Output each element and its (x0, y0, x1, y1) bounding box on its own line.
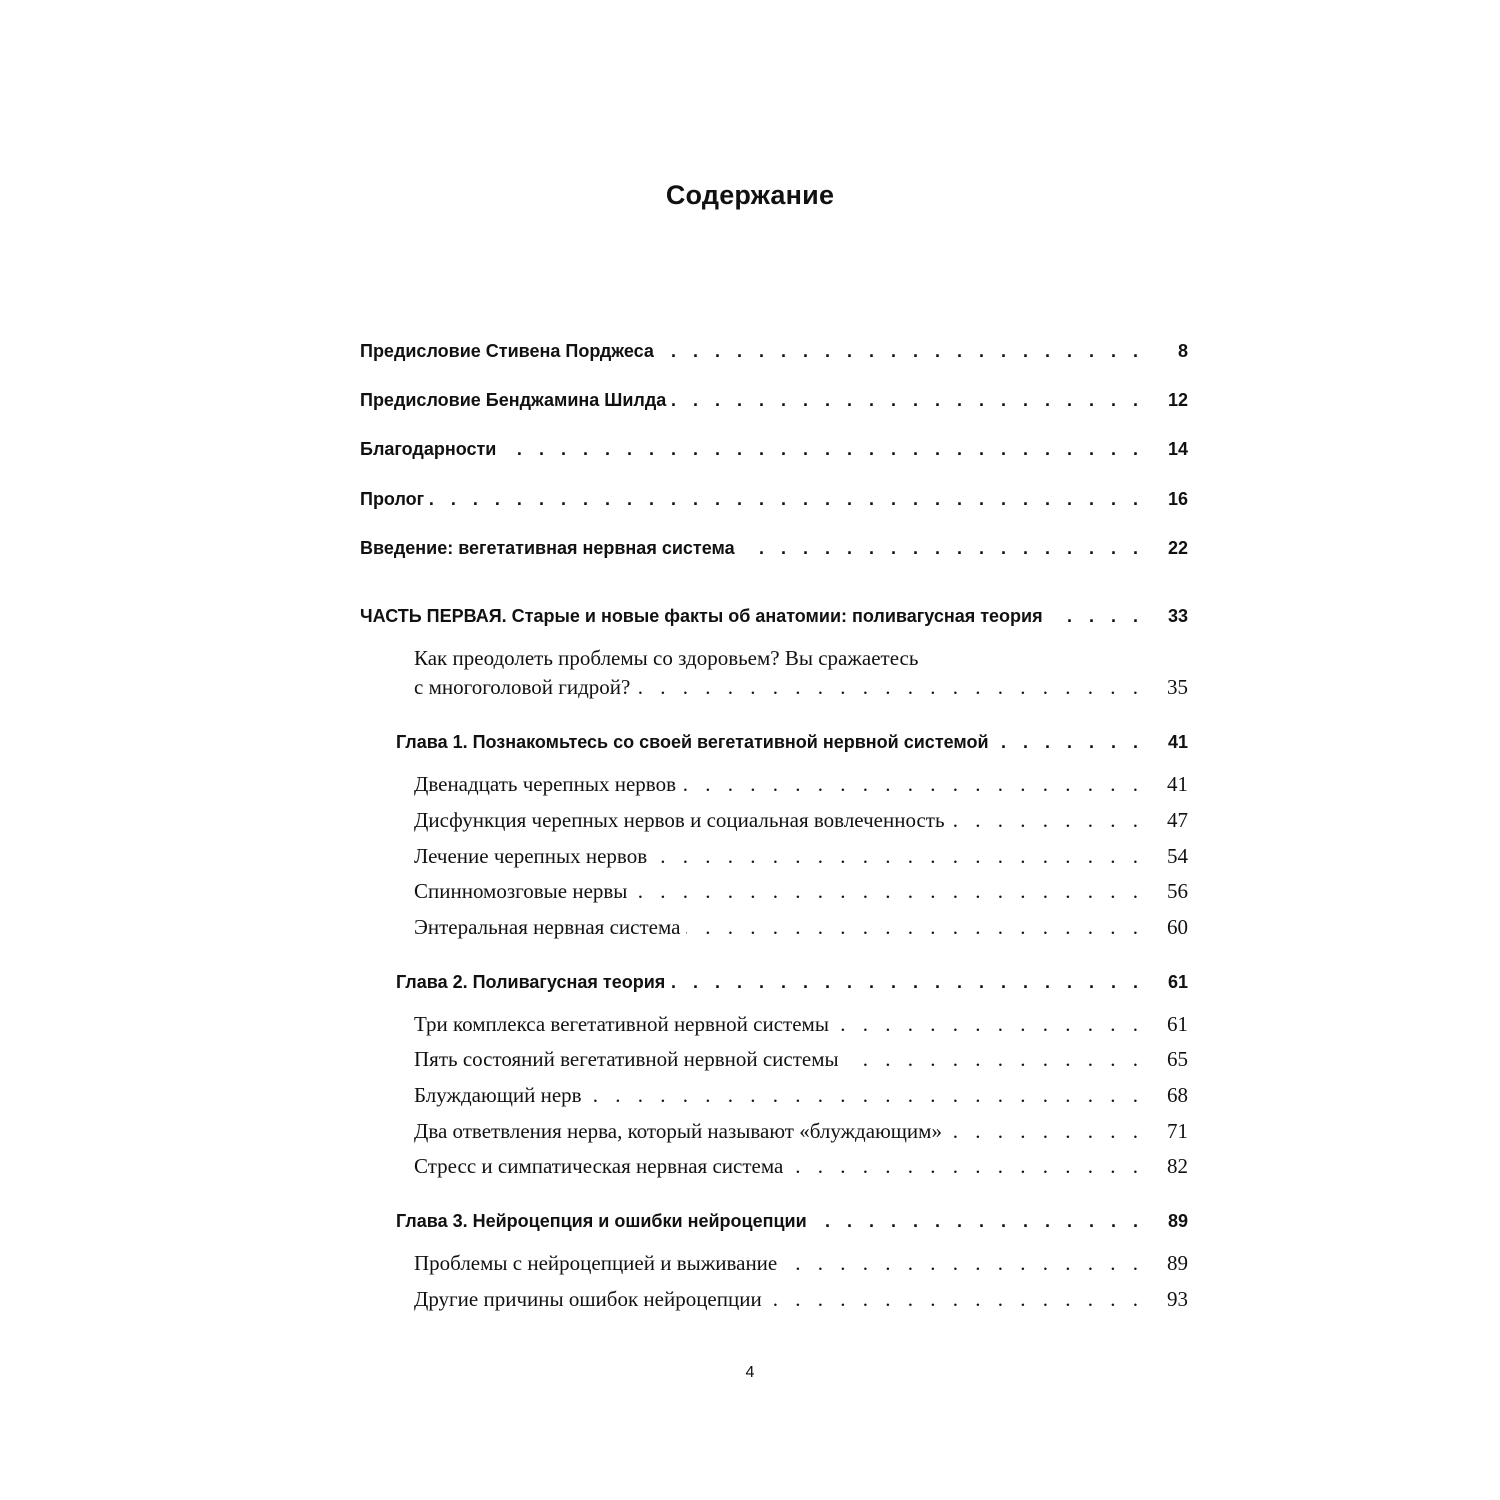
leader-dots (686, 915, 1144, 940)
toc-entry-label: Глава 2. Поливагусная теория (396, 972, 666, 992)
leader-dots (633, 879, 1144, 904)
toc-page-number: 12 (1167, 390, 1188, 410)
leader-dots (430, 489, 1144, 510)
toc-page-number: 93 (1167, 1287, 1188, 1311)
toc-entry-label: Три комплекса вегетативной нервной системы (414, 1012, 829, 1036)
toc-entry-section[interactable] (414, 1119, 1188, 1144)
toc-entry-prologue[interactable] (360, 489, 1188, 510)
leader-dots (948, 1119, 1144, 1144)
toc-entry-label: Дисфункция черепных нервов и социальная вовлеченность (414, 808, 945, 832)
toc-page-number: 56 (1167, 879, 1188, 903)
toc-entry-label: Стресс и симпатическая нервная система (414, 1154, 784, 1178)
toc-page-number: 41 (1167, 732, 1188, 752)
toc-entry-label: Два ответвления нерва, который называют «блуждающим» (414, 1119, 942, 1143)
toc-entry-hydra-line1[interactable]: Как преодолеть проблемы со здоровьем? Вы сражаетесь (414, 646, 919, 670)
leader-dots (951, 808, 1144, 833)
toc-entry-section[interactable] (414, 1251, 1188, 1276)
leader-dots (768, 1287, 1144, 1312)
leader-dots (636, 675, 1144, 700)
toc-entry-label: Энтеральная нервная система (414, 915, 681, 939)
toc-entry-chapter-3[interactable] (396, 1211, 1188, 1232)
toc-entry-foreword-shield[interactable] (360, 390, 1188, 411)
leader-dots (672, 390, 1144, 411)
leader-dots (995, 732, 1144, 753)
leader-dots (588, 1083, 1144, 1108)
toc-entry-label: Предисловие Стивена Порджеса (360, 341, 654, 361)
leader-dots (813, 1211, 1144, 1232)
toc-entry-section[interactable] (414, 1047, 1188, 1072)
toc-entry-part-one[interactable] (360, 606, 1188, 627)
leader-dots (1049, 606, 1144, 627)
toc-entry-label: Проблемы с нейроцепцией и выживание (414, 1251, 778, 1275)
toc-page-number: 47 (1167, 808, 1188, 832)
toc-entry-label: Другие причины ошибок нейроцепции (414, 1287, 762, 1311)
toc-entry-label: Пять состояний вегетативной нервной системы (414, 1047, 839, 1071)
toc-page-number: 61 (1167, 1012, 1188, 1036)
page-number-footer: 4 (745, 1364, 755, 1381)
toc-page-number: 65 (1167, 1047, 1188, 1071)
toc-entry-label: Глава 3. Нейроцепция и ошибки нейроцепции (396, 1211, 807, 1231)
toc-entry-label: Предисловие Бенджамина Шилда (360, 390, 667, 410)
toc-page-number: 33 (1167, 606, 1188, 626)
toc-entry-label: Благодарности (360, 439, 497, 459)
leader-dots (502, 439, 1144, 460)
toc-entry-section[interactable] (414, 808, 1188, 833)
toc-page-number: 82 (1167, 1154, 1188, 1178)
page-title: Содержание (665, 180, 835, 210)
toc-page-number: 89 (1167, 1251, 1188, 1275)
toc-entry-chapter-2[interactable] (396, 972, 1188, 993)
toc-page-number: 14 (1167, 439, 1188, 459)
leader-dots (845, 1047, 1144, 1072)
toc-entry-hydra[interactable] (414, 675, 1188, 700)
toc-entry-section[interactable] (414, 1012, 1188, 1037)
leader-dots (789, 1154, 1144, 1179)
toc-entry-label: Двенадцать черепных нервов (414, 772, 676, 796)
toc-entry-label: с многоголовой гидрой? (414, 675, 631, 699)
leader-dots (671, 972, 1144, 993)
toc-page-number: 61 (1167, 972, 1188, 992)
toc-page-number: 35 (1167, 675, 1188, 699)
leader-dots (783, 1251, 1144, 1276)
toc-entry-section[interactable] (414, 1083, 1188, 1108)
toc-page-number: 8 (1177, 341, 1188, 361)
toc-entry-section[interactable] (414, 772, 1188, 797)
toc-entry-section[interactable] (414, 915, 1188, 940)
toc-entry-chapter-1[interactable] (396, 732, 1188, 753)
leader-dots (682, 772, 1144, 797)
toc-entry-acknowledgements[interactable] (360, 439, 1188, 460)
leader-dots (741, 538, 1144, 559)
toc-entry-section[interactable] (414, 1154, 1188, 1179)
toc-entry-section[interactable] (414, 844, 1188, 869)
toc-entry-section[interactable] (414, 879, 1188, 904)
toc-entry-label: Глава 1. Познакомьтесь со своей вегетативной нервной системой (396, 732, 989, 752)
toc-entry-label: Блуждающий нерв (414, 1083, 582, 1107)
toc-entry-label: Спинномозговые нервы (414, 879, 628, 903)
leader-dots (653, 844, 1144, 869)
leader-dots (835, 1012, 1144, 1037)
toc-page-number: 71 (1167, 1119, 1188, 1143)
toc-entry-label: Введение: вегетативная нервная система (360, 538, 735, 558)
toc-entry-label: Пролог (360, 489, 425, 509)
toc-entry-label: ЧАСТЬ ПЕРВАЯ. Старые и новые факты об анатомии: поливагусная теория (360, 606, 1043, 626)
toc-page-number: 60 (1167, 915, 1188, 939)
toc-page-number: 54 (1167, 844, 1188, 868)
toc-page-number: 89 (1167, 1211, 1188, 1231)
toc-page-number: 16 (1167, 489, 1188, 509)
toc-entry-foreword-porges[interactable] (360, 341, 1188, 362)
toc-entry-introduction[interactable] (360, 538, 1188, 559)
toc-page-number: 41 (1167, 772, 1188, 796)
toc-entry-section[interactable] (414, 1287, 1188, 1312)
toc-page-number: 68 (1167, 1083, 1188, 1107)
toc-entry-label: Лечение черепных нервов (414, 844, 648, 868)
leader-dots (660, 341, 1144, 362)
toc-page-number: 22 (1167, 538, 1188, 558)
